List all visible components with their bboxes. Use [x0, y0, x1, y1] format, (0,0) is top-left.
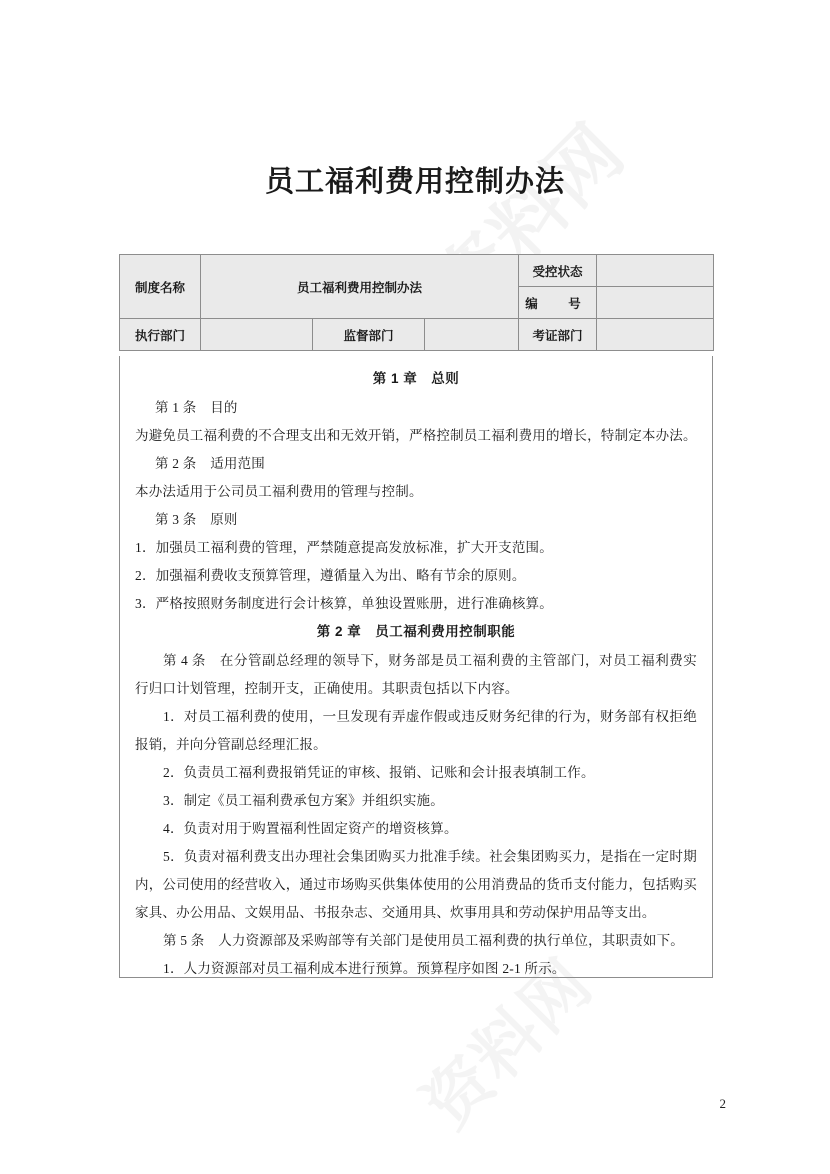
cell-control-status-label: 受控状态 — [519, 255, 597, 287]
document-info-table — [119, 254, 714, 351]
cell-system-name-label: 制度名称 — [120, 255, 201, 319]
article-4-item-1: 1．对员工福利费的使用，一旦发现有弄虚作假或违反财务纪律的行为，财务部有权拒绝报销，并向分管副总经理汇报。 — [135, 709, 697, 752]
article-4-item-5: 5．负责对福利费支出办理社会集团购买力批准手续。社会集团购买力，是指在一定时期内，公司使用的经营收入，通过市场购买供集体使用的公用消费品的货币支付能力，包括购买家具、办公用品、文娱用品、书报杂志、交通用具、炊事用具和劳动保护用品等支出。 — [135, 849, 697, 920]
article-3-item-2: 2．加强福利费收支预算管理，遵循量入为出、略有节余的原则。 — [135, 568, 526, 583]
article-5-item-1: 1．人力资源部对员工福利成本进行预算。预算程序如图 2-1 所示。 — [163, 961, 566, 976]
article-1-text: 为避免员工福利费的不合理支出和无效开销，严格控制员工福利费用的增长，特制定本办法。 — [135, 428, 697, 443]
article-2-title: 第 2 条 适用范围 — [155, 456, 265, 471]
article-3-item-1: 1．加强员工福利费的管理，严禁随意提高发放标准，扩大开支范围。 — [135, 540, 553, 555]
table-row — [120, 255, 714, 287]
cell-verify-dept-value[interactable] — [597, 319, 714, 351]
cell-exec-dept-value[interactable] — [201, 319, 313, 351]
article-2-text: 本办法适用于公司员工福利费用的管理与控制。 — [135, 484, 423, 499]
cell-verify-dept-label: 考证部门 — [519, 319, 597, 351]
cell-control-status-value[interactable] — [597, 255, 714, 287]
page-title: 员工福利费用控制办法 — [264, 166, 565, 199]
article-4-item-3: 3．制定《员工福利费承包方案》并组织实施。 — [163, 793, 444, 808]
chapter-2-heading: 第 2 章 员工福利费用控制职能 — [316, 624, 516, 639]
cell-number-value[interactable] — [597, 287, 714, 319]
document-body — [119, 356, 713, 978]
cell-supervise-dept-value[interactable] — [425, 319, 519, 351]
page-number: 2 — [719, 1096, 726, 1111]
article-1-title: 第 1 条 目的 — [155, 400, 238, 415]
article-3-item-3: 3．严格按照财务制度进行会计核算，单独设置账册，进行准确核算。 — [135, 596, 553, 611]
chapter-1-heading: 第 1 章 总则 — [372, 371, 460, 386]
article-3-title: 第 3 条 原则 — [155, 512, 238, 527]
cell-supervise-dept-label: 监督部门 — [313, 319, 425, 351]
article-4-text: 第 4 条 在分管副总经理的领导下，财务部是员工福利费的主管部门，对员工福利费实行归口计划管理，控制开支，正确使用。其职责包括以下内容。 — [135, 653, 697, 696]
cell-number-label: 编 号 — [519, 287, 597, 319]
article-4-item-2: 2．负责员工福利费报销凭证的审核、报销、记账和会计报表填制工作。 — [163, 765, 595, 780]
article-5-text: 第 5 条 人力资源部及采购部等有关部门是使用员工福利费的执行单位，其职责如下。 — [163, 933, 684, 948]
cell-exec-dept-label: 执行部门 — [120, 319, 201, 351]
article-4-item-4: 4．负责对用于购置福利性固定资产的增资核算。 — [163, 821, 458, 836]
table-row — [120, 319, 714, 351]
cell-system-name-value: 员工福利费用控制办法 — [201, 255, 519, 319]
